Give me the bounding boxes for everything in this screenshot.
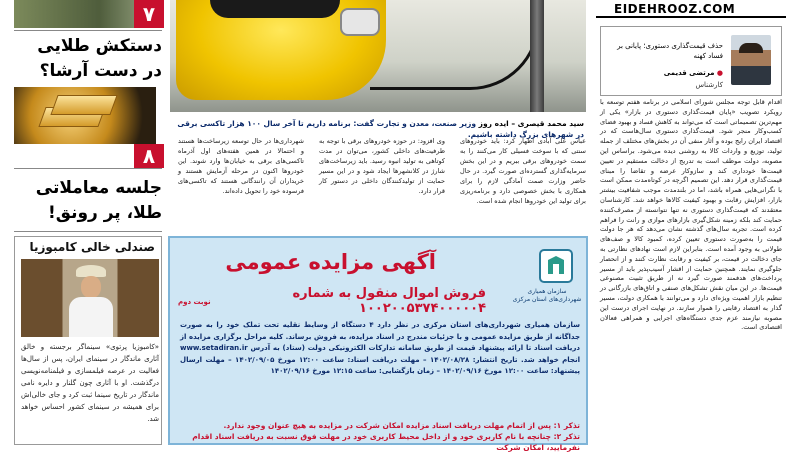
- hair-shape: [739, 43, 763, 53]
- column-body-text: «کامبوزیا پرتوی» سینماگر برجسته و خالق آثاری ماندگار در سینمای ایران، پس از سال‌ها فعالیت در عرصه فیلمسازی و فیلمنامه‌نویسی درگذشت. او با آثاری چون گلنار و دایره نامی ماندگار در تاریخ سینما ثبت کرد و جای خالی‌اش برای همیشه در سینمای کشور احساس خواهد شد.: [21, 343, 159, 423]
- teaser-2-number-badge: ۸: [134, 144, 164, 168]
- main-content: [168, 0, 588, 452]
- author-name-text: مرتضی قدیمی: [663, 69, 715, 77]
- caption-text: وزیر صنعت، معدن و تجارت گفت: برنامه داریم تا آخر سال ۱۰۰ هزار تاکسی برقی در شهرهای بزرگ داشته باشیم.: [177, 119, 584, 139]
- author-photo: [731, 35, 771, 85]
- teaser-1-number-badge: ۷: [134, 0, 164, 28]
- auction-ad: [168, 236, 588, 452]
- article-body: [174, 136, 586, 226]
- divider: [14, 30, 162, 31]
- ad-turn-label: نوبت دوم: [178, 298, 211, 306]
- right-column: [596, 0, 786, 445]
- ad-body-text: سازمان همیاری شهرداری‌های استان مرکزی در نظر دارد ۴ دستگاه از وسایط نقلیه تحت تملک خود را به صورت جداگانه از طریق مزایده عمومی و با جزئیات مندرج در اسناد مزایده، به فروش برساند. کلیه مراحل برگزاری مزایده از دریافت اسناد تا ارائه پیشنهاد قیمت از طریق سامانه تدارکات الکترونیکی دولت (ستاد) به آدرس www.setadiran.ir انجام خواهد شد. تاریخ انتشار: ۱۴۰۲/۰۸/۲۸ – مهلت دریافت اسناد: ساعت ۱۲:۰۰ مورخ ۱۴۰۲/۰۹/۰۵ – مهلت ارسال پیشنهاد: ساعت ۱۲:۰۰ مورخ ۱۴۰۲/۰۹/۱۶ – زمان بازگشایی: ساعت ۱۲:۱۵ مورخ ۱۴۰۲/۰۹/۱۶: [180, 321, 580, 375]
- electric-taxi-photo[interactable]: [170, 0, 586, 112]
- article-column-3: شهرداری‌ها در حال توسعه زیرساخت‌ها هستند و احتمالا در همین هفته‌های اول آذرماه تاکسی‌های برقی به خیابان‌ها وارد شوند. این خودروها اکنون در مرحله آزمایش هستند و خریداران آن رانندگانی هستند که تاکسی‌های فرسوده خود را تحویل داده‌اند.: [178, 137, 304, 195]
- ad-note-1: تذکر ۱: پس از اتمام مهلت دریافت اسناد مزایده امکان شرکت در مزایده به هیچ عنوان وجود ندارد.: [223, 421, 580, 430]
- article-column-2: وی افزود: در حوزه خودروهای برقی با توجه به ظرفیت‌های داخلی کشور، می‌توان در مدت کوتاهی به تولید انبوه رسید. باید زیرساخت‌های شارژ در کلانشهرها ایجاد شود و در این مسیر حمایت از تولیدکنندگان داخلی در دستور کار قرار دارد.: [319, 137, 445, 195]
- portrait-photo: [21, 259, 159, 337]
- ad-subtitle: فروش اموال منقول به شماره ۱۰۰۲۰۰۵۳۷۴۰۰۰۰۰۴: [292, 286, 486, 316]
- ad-note-2: تذکر ۲: چنانچه با نام کاربری خود و از داخل محیط کاربری خود در مهلت فوق نسبت به دریافت اسناد اقدام نفرمایید، امکان شرکت: [192, 432, 580, 452]
- car-window-shape: [210, 0, 340, 18]
- charging-cable-shape: [370, 20, 540, 90]
- divider: [14, 231, 162, 232]
- author-name: [664, 69, 723, 77]
- divider: [14, 168, 162, 169]
- ad-title: آگهی مزایده عمومی: [225, 250, 436, 274]
- face-shape: [81, 276, 101, 298]
- opinion-author-box[interactable]: [600, 26, 782, 96]
- obituary-column: [14, 236, 162, 445]
- caption-byline: سید محمد قیصری – ایده روز: [478, 119, 584, 128]
- site-header: [596, 0, 786, 18]
- left-sidebar: [14, 0, 164, 445]
- charging-station-shape: [530, 0, 544, 112]
- teaser-1-title[interactable]: دستکش طلایی در دست آرشا؟: [37, 36, 162, 81]
- organization-logo-icon: [536, 246, 576, 286]
- ad-organization-name: سازمان همیاری شهرداری‌های استان مرکزی: [512, 288, 582, 303]
- gold-bar-graphic: [50, 95, 117, 115]
- bullet-icon: ●: [714, 69, 723, 77]
- column-heading[interactable]: صندلی خالی کامبوزیا: [29, 240, 155, 254]
- site-name-link[interactable]: EIDEHROOZ.COM: [614, 2, 736, 16]
- article-column-1: عباس علی آبادی اظهار کرد: باید خودروهای سنتی که با سوخت فسیلی کار می‌کنند را به سمت خودروهای برقی ببریم و در این بخش سرمایه‌گذاری گسترده‌ای صورت گیرد. در حال حاضر وزارت صمت آمادگی لازم را برای همکاری با بخش خصوصی دارد و برنامه‌ریزی برای تولید این خودروها انجام شده است.: [460, 137, 586, 205]
- author-role: کارشناس: [695, 81, 723, 89]
- teaser-2-image[interactable]: [14, 87, 156, 144]
- opinion-title: حذف قیمت‌گذاری دستوری؛ پایانی بر فساد کهنه: [617, 42, 723, 60]
- teaser-2-title[interactable]: جلسه معاملاتی طلا، پر رونق!: [35, 178, 162, 223]
- shirt-shape: [69, 297, 113, 337]
- opinion-article-text: اقدام قابل توجه مجلس شورای اسلامی در برنامه هفتم توسعه با رویکرد تصویب «پایان قیمت‌گذاری دستوری در بازار» یکی از مهم‌ترین تصمیماتی است که می‌تواند به کاهش فساد و بهبود فضای کسب‌وکار منجر شود. قیمت‌گذاری دستوری سال‌هاست که در اقتصاد ایران رایج بوده و آثار منفی آن در بخش‌های مختلف از جمله تولید، توزیع و واردات کالا به روشنی دیده می‌شود. براساس این مصوبه، دولت موظف است به تدریج از دخالت مستقیم در تعیین قیمت‌ها خودداری کند و سازوکار عرضه و تقاضا را مبنای قیمت‌گذاری قرار دهد. این تصمیم اگرچه در کوتاه‌مدت ممکن است با نگرانی‌هایی همراه باشد، اما در بلندمدت موجب شفافیت بیشتر بازار، افزایش رقابت و بهبود کیفیت کالاها خواهد شد. کارشناسان معتقدند که قیمت‌گذاری دستوری نه تنها نتوانسته از مصرف‌کننده حمایت کند بلکه زمینه شکل‌گیری بازارهای موازی و رانت را فراهم کرده است. تجربه سال‌های گذشته نشان می‌دهد که هر جا دولت قیمت را به‌صورت دستوری تعیین کرده، کمبود کالا و صف‌های طولانی به وجود آمده است. بنابراین لازم است نهادهای نظارتی به جای دخالت در قیمت، بر کیفیت و رقابت نظارت کنند و از انحصار جلوگیری نمایند. همچنین حمایت از اقشار آسیب‌پذیر باید از مسیر پرداخت‌های هدفمند صورت گیرد نه از طریق تثبیت مصنوعی قیمت‌ها. در این میان نقش تشکل‌های صنفی و اتاق‌های بازرگانی در تنظیم بازار اهمیت ویژه‌ای دارد و می‌توانند با همکاری دولت، مسیر گذار به اقتصاد رقابتی را هموار سازند. در نهایت اجرای درست این مصوبه نیازمند عزم جدی دستگاه‌های اجرایی و همراهی فعالان اقتصادی است.: [600, 98, 782, 332]
